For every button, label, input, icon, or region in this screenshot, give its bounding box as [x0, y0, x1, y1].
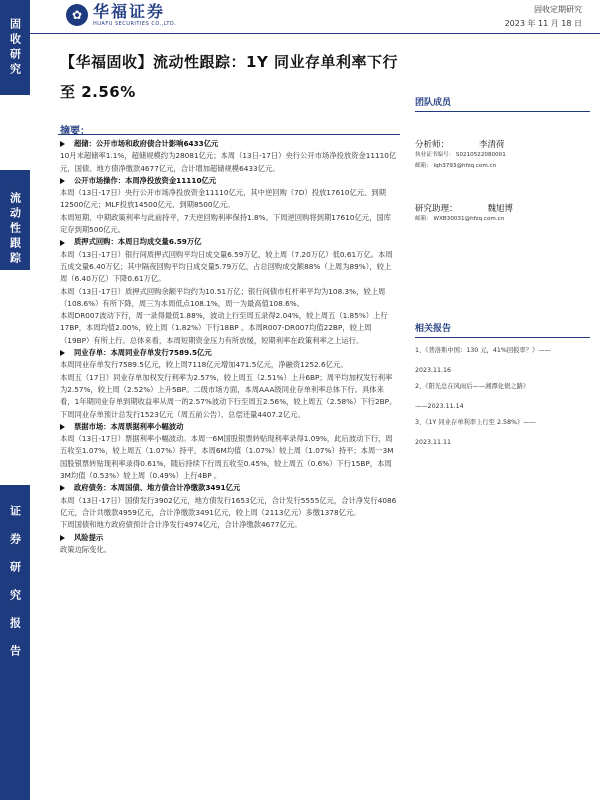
header-meta	[505, 3, 582, 31]
related-report-item[interactable]: 1、《普洛斯中国：130 元，41%回报率？》——	[415, 347, 551, 354]
summary-section-title	[60, 482, 398, 494]
related-reports-list	[415, 344, 590, 446]
summary-paragraph: 本周短期、中期政策利率与此前持平，7天逆回购利率保持1.8%。下周逆回购将到期17610亿元，国库定存到期500亿元。	[60, 212, 391, 235]
analyst-block	[415, 138, 590, 172]
logo-name-cn: 华福证券	[93, 2, 166, 21]
related-report-date: 2023.11.11	[415, 439, 452, 446]
bullet-triangle-icon	[60, 535, 65, 541]
section-title-text: 政府债务：本周国债、地方债合计净缴款3491亿元	[74, 483, 241, 493]
summary-paragraph: 下周国债和地方政府债预计合计净发行4974亿元，合计净缴款4677亿元。	[60, 520, 302, 530]
section-title-text: 质押式回购：本周日均成交量6.59万亿	[74, 237, 202, 247]
sidebar-top-label: 固收研究	[8, 18, 22, 78]
section-title-text: 票据市场：本周票据利率小幅波动	[74, 421, 184, 431]
assistant-block	[415, 202, 590, 225]
analyst-name: 李清荷	[479, 140, 505, 150]
related-report-date: 2023.11.16	[415, 367, 452, 374]
summary-paragraph: 本周同业存单发行7589.5亿元，较上周7118亿元增加471.5亿元，净融资1252.6亿元。	[60, 360, 348, 370]
left-sidebar	[0, 0, 30, 800]
logo-name-en: HUAFU SECURITIES CO.,LTD.	[93, 21, 177, 27]
page-header	[30, 0, 600, 34]
report-type: 固收定期研究	[534, 5, 582, 14]
section-title-text: 公开市场操作：本周净投放资金11110亿元	[74, 175, 217, 185]
summary-section-title	[60, 347, 398, 359]
assistant-name: 魏旭博	[487, 204, 514, 214]
summary-paragraph: 本周（13日-17日）质押式回购余额平均约为10.51万亿；银行间债市杠杆率平均为108.3%，较上周（108.6%）有所下降，周三为本周低点108.1%，周一为最高值108.6%。	[60, 286, 386, 308]
summary-content	[60, 138, 398, 556]
bullet-triangle-icon	[60, 350, 65, 356]
section-title-text: 同业存单：本周同业存单发行7589.5亿元	[74, 348, 212, 358]
sidebar-category-tag	[0, 0, 30, 95]
summary-paragraph: 本周（13日-17日）票据利率小幅波动。本周一6M国股银票转贴现利率录得1.09%，此后波动下行，周五收至1.07%，较上周五（1.07%）持平，本周6M均值（1.07%）较上周（1.07%）持平；本周一3M国股银票转贴现利率录得0.61%，随后持续下行周五收至0.45%，较上周五（0.6%）下行15BP，本周3M均值（0.53%）较上周（0.49%）上行4BP 。	[60, 434, 394, 481]
summary-heading: 摘要：	[60, 126, 90, 137]
summary-section-title	[60, 421, 398, 433]
related-reports-heading: 相关报告	[415, 321, 590, 338]
analyst-email[interactable]: 邮箱： lqh3793@hfzq.com.cn	[415, 163, 497, 169]
summary-paragraph: 下周同业存单预计总发行1523亿元（周五前公告）、总偿还量4407.2亿元。	[60, 409, 305, 419]
sidebar-report-tag	[0, 485, 30, 800]
section-title-text: 超储：公开市场和政府债合计影响6433亿元	[74, 139, 219, 148]
sidebar-bottom-label: 证券研究报告	[8, 505, 22, 673]
summary-section-title	[60, 138, 398, 150]
summary-divider	[58, 134, 400, 135]
summary-paragraph: 10月末超储率1.1%，超储规模约为28081亿元；本周（13日-17日）央行公开市场净投放资金11110亿元，国债、地方债净缴款4677亿元，合计增加超储规模6433亿元。	[60, 151, 397, 173]
summary-section-title	[60, 532, 398, 544]
summary-paragraph: 本周五（17日）同业存单加权发行利率为2.57%，较上周五（2.51%）上升6BP；周平均加权发行利率为2.57%，较上周（2.52%）上升5BP。二级市场方面，本周AAA级同业存单利率总体下行。具体来看，1年期同业存单到期收益率从周一的2.57%波动下行至周五2.56%，较上周五（2.58%）下行2BP。	[60, 372, 397, 407]
summary-section-title	[60, 236, 398, 248]
report-date: 2023 年 11 月 18 日	[504, 19, 582, 28]
sidebar-topic-tag	[0, 170, 30, 270]
summary-paragraph: 本周（13日-17日）央行公开市场净投放资金11110亿元，其中逆回购（7D）投放17610亿元、到期12500亿元；MLF投放14500亿元、到期8500亿元。	[60, 188, 386, 210]
bullet-triangle-icon	[60, 485, 65, 491]
related-report-date: ——2023.11.14	[415, 403, 464, 410]
company-logo	[66, 3, 176, 27]
related-report-item[interactable]: 3、《1Y 同业存单利率上行至 2.58%》——	[415, 419, 536, 426]
summary-paragraph: 本周DR007波动下行，周一录得最低1.88%，波动上行至周五录得2.04%，较上周五（1.85%）上行17BP，本周均值2.00%，较上周（1.82%）下行18BP 。本周R007-DR007均值22BP，较上周（19BP）有所上行。总体来看，本周短期资金压力有所放缓，短期利率在政策利率之上运行。	[60, 311, 388, 345]
report-title: 【华福固收】流动性跟踪：1Y 同业存单利率下行至 2.56%	[60, 53, 399, 101]
bullet-triangle-icon	[60, 240, 65, 246]
summary-paragraph: 本周（13日-17日）国债发行3902亿元，地方债发行1653亿元，合计发行5555亿元，合计净发行4086亿元，合计共缴款4959亿元，合计净缴款3491亿元，较上周（2113亿元）多缴1378亿元。	[60, 495, 397, 517]
assistant-email[interactable]: 邮箱： WXB30031@hfzq.com.cn	[415, 216, 505, 222]
bullet-triangle-icon	[60, 424, 65, 430]
logo-mark-icon: ✿	[66, 4, 88, 26]
sidebar-mid-label: 流动性跟踪	[8, 192, 22, 267]
summary-paragraph: 本周（13日-17日）银行间质押式回购平均日成交量6.59万亿，较上周（7.20万亿）低0.61万亿。本周五成交量6.40万亿；其中隔夜回购平均日成交量5.79万亿，占总回购成交额88%（上周为89%），较上周（6.40万亿）下降0.61万亿。	[60, 249, 393, 284]
related-report-item[interactable]: 2、《阳光总在风雨后——湘潭化债之路》	[415, 383, 530, 390]
analyst-cert: 执业证书编号： S0210522080001	[415, 152, 506, 158]
team-heading: 团队成员	[415, 95, 590, 112]
assistant-title: 研究助理：	[415, 204, 458, 214]
summary-section-title	[60, 175, 398, 187]
right-column	[415, 95, 590, 446]
bullet-triangle-icon	[60, 141, 65, 147]
section-title-text: 风险提示	[74, 532, 104, 542]
summary-paragraph: 政策边际变化。	[60, 544, 112, 554]
analyst-title: 分析师：	[415, 140, 450, 150]
bullet-triangle-icon	[60, 178, 65, 184]
